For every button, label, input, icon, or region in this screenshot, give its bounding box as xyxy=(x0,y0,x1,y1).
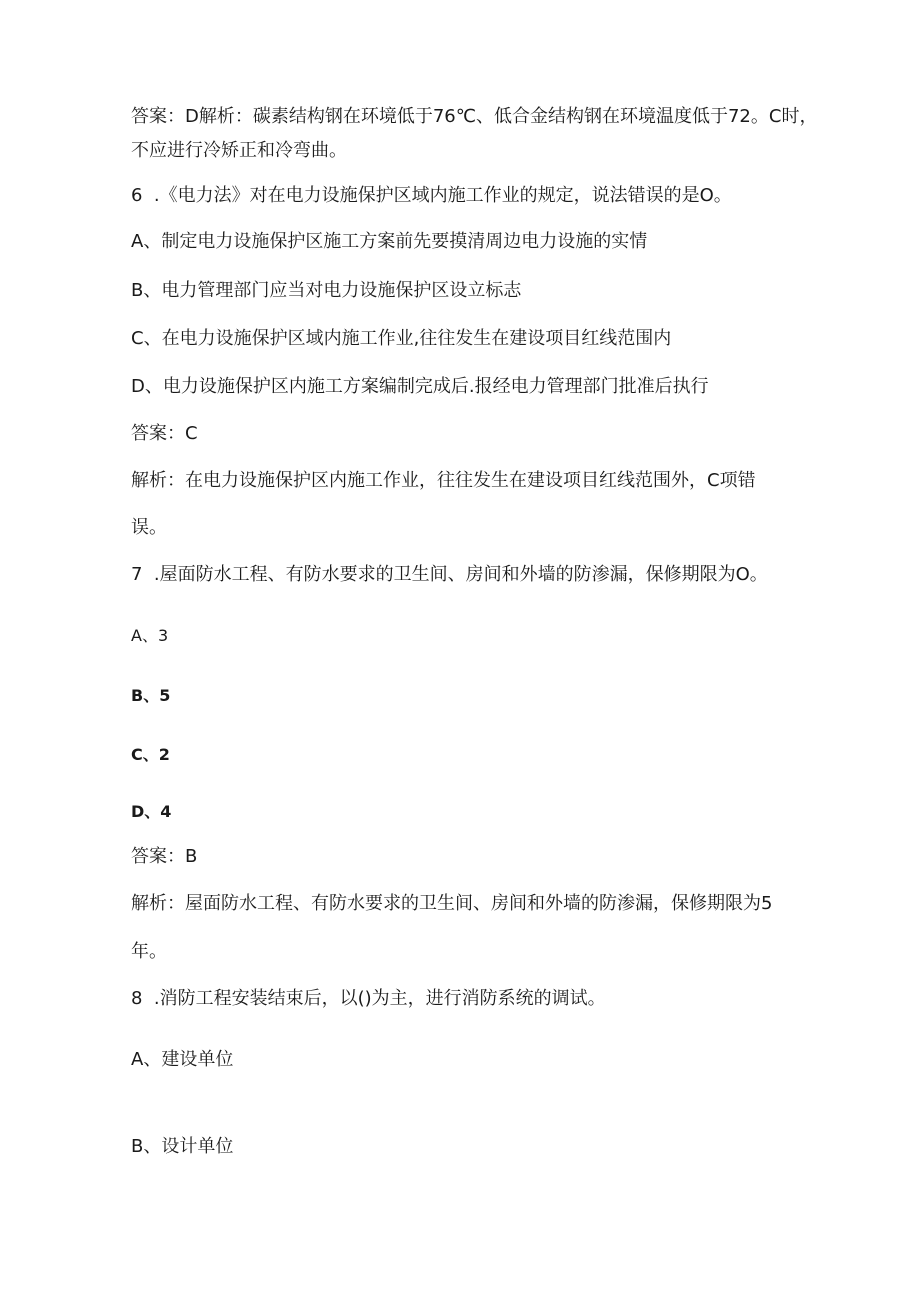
q6-option-c: C、在电力设施保护区域内施工作业,往往发生在建设项目红线范围内 xyxy=(131,328,672,349)
q7-option-c: C、2 xyxy=(131,745,170,764)
answer-5-line-1: 答案：D解析：碳素结构钢在环境低于76℃、低合金结构钢在环境温度低于72。C时， xyxy=(131,106,818,127)
answer-5-line-2: 不应进行冷矫正和冷弯曲。 xyxy=(131,140,347,161)
q7-option-d: D、4 xyxy=(131,802,172,821)
q6-answer: 答案：C xyxy=(131,423,198,444)
q6-option-b: B、电力管理部门应当对电力设施保护区设立标志 xyxy=(131,280,522,301)
q7-answer: 答案：B xyxy=(131,846,198,867)
q7-option-b: B、5 xyxy=(131,686,171,705)
q8-option-a: A、建设单位 xyxy=(131,1049,234,1070)
q6-analysis-line-1: 解析：在电力设施保护区内施工作业，往往发生在建设项目红线范围外，C项错 xyxy=(131,470,756,491)
q6-option-d: D、电力设施保护区内施工方案编制完成后.报经电力管理部门批准后执行 xyxy=(131,376,709,397)
q7-analysis-line-1: 解析：屋面防水工程、有防水要求的卫生间、房间和外墙的防渗漏，保修期限为5 xyxy=(131,893,773,914)
question-6: 6 .《电力法》对在电力设施保护区域内施工作业的规定，说法错误的是O。 xyxy=(131,185,732,206)
q7-analysis-line-2: 年。 xyxy=(131,941,167,962)
question-8: 8 .消防工程安装结束后，以()为主，进行消防系统的调试。 xyxy=(131,988,606,1009)
q7-option-a: A、3 xyxy=(131,626,169,645)
q6-analysis-line-2: 误。 xyxy=(131,517,167,538)
question-7: 7 .屋面防水工程、有防水要求的卫生间、房间和外墙的防渗漏，保修期限为O。 xyxy=(131,564,768,585)
q6-option-a: A、制定电力设施保护区施工方案前先要摸清周边电力设施的实情 xyxy=(131,231,648,252)
q8-option-b: B、设计单位 xyxy=(131,1136,234,1157)
